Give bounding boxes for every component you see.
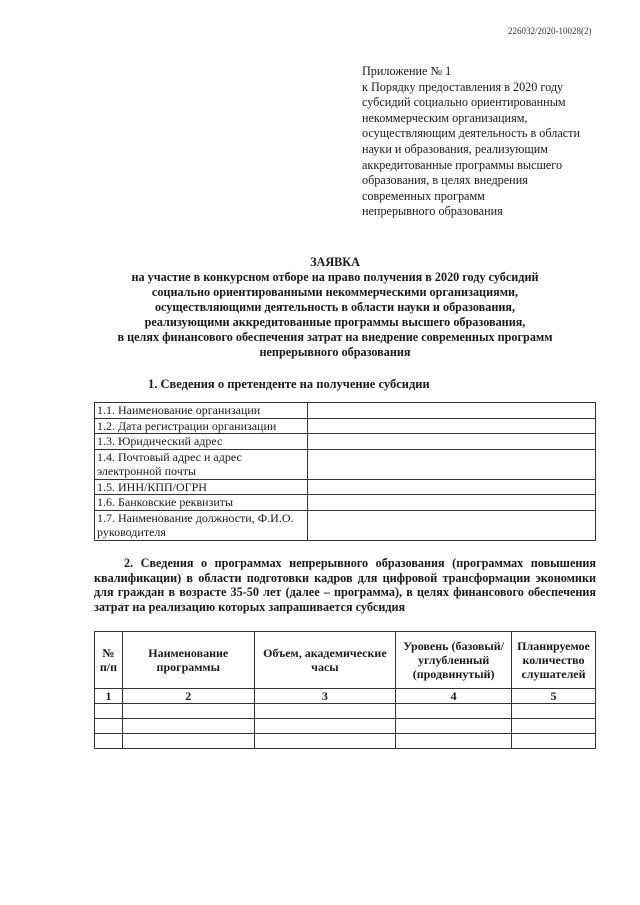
table-header-row [95, 632, 596, 689]
row-label: 1.5. ИНН/КПП/ОГРН [95, 479, 308, 495]
title-line: непрерывного образования [259, 345, 411, 359]
title-line: реализующими аккредитованные программы высшего образования, [144, 315, 526, 329]
title-main: ЗАЯВКА [310, 255, 360, 269]
row-label: 1.2. Дата регистрации организации [95, 418, 308, 434]
table-cell [512, 734, 596, 749]
table-cell [396, 734, 512, 749]
application-title [90, 255, 580, 360]
table-row [95, 449, 596, 479]
row-value [308, 418, 596, 434]
title-line: социально ориентированными некоммерческими организациями, [151, 285, 519, 299]
table-cell [95, 704, 123, 719]
table-cell [95, 734, 123, 749]
table-cell [95, 719, 123, 734]
appendix-line: некоммерческим организациям, [362, 110, 528, 125]
title-line: на участие в конкурсном отборе на право получения в 2020 году субсидий [131, 270, 539, 284]
applicant-info-table [94, 402, 596, 541]
section2-heading: 2. Сведения о программах непрерывного образования (программах повышения квалификации) в области подготовки кадров для цифровой трансформации экономики для граждан в возрасте 35-50 лет (далее – программа), в целях финансового обеспечения затрат на реализацию которых запрашивается субсидия [94, 556, 596, 614]
row-value [308, 495, 596, 511]
table-cell [512, 704, 596, 719]
column-header: Наименование программы [122, 632, 254, 689]
table-cell [122, 734, 254, 749]
appendix-line: современных программ [362, 188, 485, 203]
column-header: Планируемое количество слушателей [512, 632, 596, 689]
table-row [95, 719, 596, 734]
table-cell [396, 719, 512, 734]
appendix-line: Приложение № 1 [362, 64, 452, 78]
column-number: 1 [95, 689, 123, 704]
row-label: 1.4. Почтовый адрес и адрес электронной почты [95, 449, 308, 479]
appendix-line: аккредитованные программы высшего [362, 157, 563, 172]
document-id: 226032/2020-10028(2) [508, 26, 592, 36]
row-value [308, 434, 596, 450]
row-value [308, 403, 596, 419]
row-value [308, 479, 596, 495]
column-header: Уровень (базовый/ углубленный (продвинутый) [396, 632, 512, 689]
row-value [308, 449, 596, 479]
table-row [95, 510, 596, 540]
appendix-line: к Порядку предоставления в 2020 году [362, 79, 564, 94]
table-cell [254, 704, 396, 719]
table-row [95, 495, 596, 511]
table-row [95, 734, 596, 749]
table-row [95, 479, 596, 495]
title-line: осуществляющими деятельность в области науки и образования, [154, 300, 516, 314]
table-row [95, 418, 596, 434]
table-row [95, 403, 596, 419]
appendix-line: субсидий социально ориентированным [362, 95, 566, 110]
title-line: в целях финансового обеспечения затрат на внедрение современных программ [117, 330, 553, 344]
row-label: 1.7. Наименование должности, Ф.И.О. руководителя [95, 510, 308, 540]
row-label: 1.1. Наименование организации [95, 403, 308, 419]
table-cell [122, 719, 254, 734]
table-cell [254, 719, 396, 734]
row-label: 1.3. Юридический адрес [95, 434, 308, 450]
column-header: № п/п [95, 632, 123, 689]
appendix-line: образования, в целях внедрения [362, 173, 528, 188]
appendix-line: непрерывного образования [362, 204, 503, 219]
row-label: 1.6. Банковские реквизиты [95, 495, 308, 511]
table-row [95, 434, 596, 450]
column-number: 5 [512, 689, 596, 704]
table-row [95, 704, 596, 719]
appendix-line: науки и образования, реализующим [362, 141, 548, 156]
table-cell [122, 704, 254, 719]
column-number: 2 [122, 689, 254, 704]
table-cell [396, 704, 512, 719]
table-cell [512, 719, 596, 734]
appendix-note [362, 64, 612, 220]
appendix-line: осуществляющим деятельность в области [362, 126, 581, 141]
column-number-row [95, 689, 596, 704]
table-cell [254, 734, 396, 749]
column-number: 4 [396, 689, 512, 704]
row-value [308, 510, 596, 540]
column-header: Объем, академические часы [254, 632, 396, 689]
column-number: 3 [254, 689, 396, 704]
programs-table [94, 631, 596, 749]
section1-heading: 1. Сведения о претенденте на получение субсидии [148, 377, 430, 391]
